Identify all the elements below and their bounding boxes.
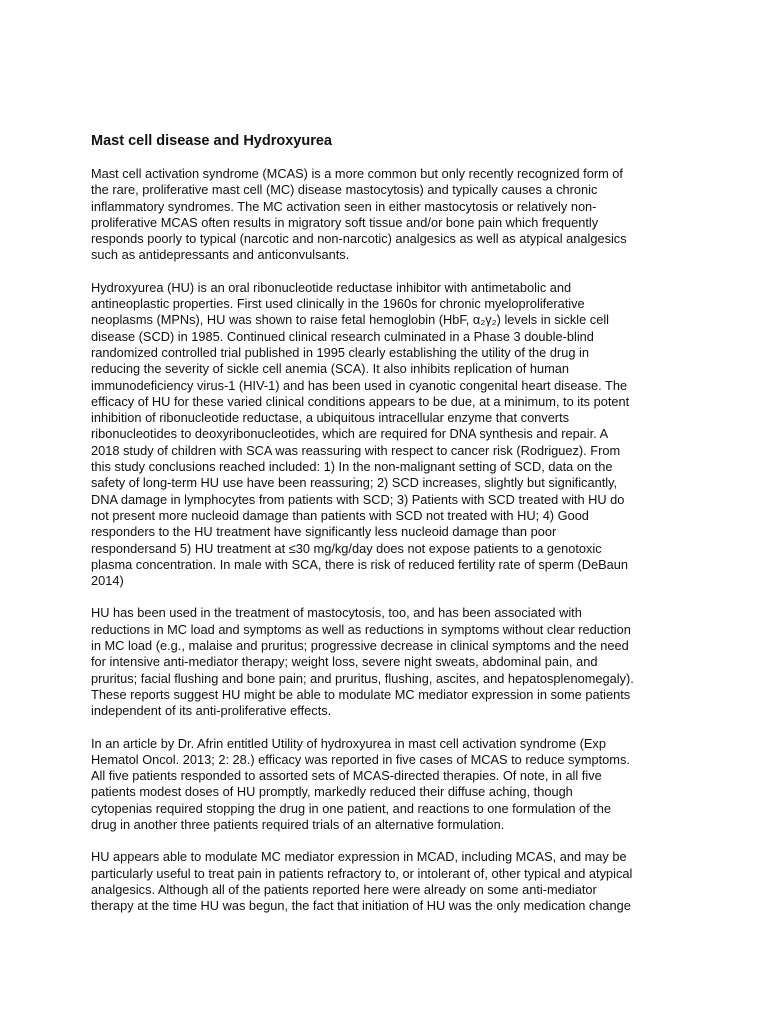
body-paragraph [91, 849, 691, 914]
paragraph-line: plasma concentration. In male with SCA, there is risk of reduced fertility rate of sperm (DeBaun [91, 556, 628, 572]
paragraph-line: the rare, proliferative mast cell (MC) disease mastocytosis) and typically causes a chronic [91, 182, 598, 198]
body-paragraph [91, 280, 691, 590]
paragraph-line: All five patients responded to assorted sets of MCAS-directed therapies. Of note, in all five [91, 768, 602, 784]
paragraph-line: respondersand 5) HU treatment at ≤30 mg/kg/day does not expose patients to a genotoxic [91, 540, 602, 556]
paragraph-line: particularly useful to treat pain in patients refractory to, or intolerant of, other typical and atypical [91, 865, 633, 881]
paragraph-line: antineoplastic properties. First used clinically in the 1960s for chronic myeloproliferative [91, 296, 585, 312]
paragraph-line: analgesics. Although all of the patients reported here were already on some anti-mediator [91, 881, 597, 897]
body-paragraph [91, 605, 691, 719]
paragraph-line: safety of long-term HU use have been reassuring; 2) SCD increases, slightly but significantly, [91, 475, 618, 491]
paragraph-line: responds poorly to typical (narcotic and non-narcotic) analgesics as well as atypical analgesics [91, 231, 627, 247]
body-paragraph [91, 736, 691, 834]
document-body [91, 133, 691, 930]
paragraph-line: responders to the HU treatment have significantly less nucleoid damage than poor [91, 524, 557, 540]
paragraph-line: inflammatory syndromes. The MC activation seen in either mastocytosis or relatively non- [91, 198, 597, 214]
paragraph-line: efficacy of HU for these varied clinical conditions appears to be due, at a minimum, to its potent [91, 393, 630, 409]
paragraph-line: Hydroxyurea (HU) is an oral ribonucleotide reductase inhibitor with antimetabolic and [91, 279, 572, 295]
paragraph-line: such as antidepressants and anticonvulsants. [91, 247, 350, 263]
paragraph-line: this study conclusions reached included: 1) In the non-malignant setting of SCD, data on the [91, 459, 613, 475]
body-paragraph [91, 166, 691, 264]
paragraph-line: reductions in MC load and symptoms as well as reductions in symptoms without clear reduction [91, 621, 631, 637]
paragraph-line: inhibition of ribonucleotide reductase, a ubiquitous intracellular enzyme that converts [91, 410, 570, 426]
paragraph-line: HU appears able to modulate MC mediator expression in MCAD, including MCAS, and may be [91, 849, 627, 865]
paragraph-line: cytopenias required stopping the drug in one patient, and reactions to one formulation of the [91, 800, 612, 816]
paragraph-line: 2014) [91, 573, 124, 589]
paragraph-line: patients modest doses of HU promptly, markedly reduced their diffuse aching, though [91, 784, 573, 800]
paragraph-line: not present more nucleoid damage than patients with SCD not treated with HU; 4) Good [91, 507, 589, 523]
document-title: Mast cell disease and Hydroxyurea [91, 133, 332, 149]
paragraph-line: for intensive anti-mediator therapy; weight loss, severe night sweats, abdominal pain, and [91, 654, 598, 670]
paragraph-container [91, 166, 691, 914]
paragraph-line: disease (SCD) in 1985. Continued clinical research culminated in a Phase 3 double-blind [91, 328, 594, 344]
paragraph-line: immunodeficiency virus-1 (HIV-1) and has been used in cyanotic congenital heart disease. The [91, 377, 628, 393]
paragraph-line: drug in another three patients required trials of an alternative formulation. [91, 816, 505, 832]
paragraph-line: pruritus; facial flushing and bone pain; and pruritus, flushing, ascites, and hepatosplenomegaly). [91, 670, 634, 686]
paragraph-line: Hematol Oncol. 2013; 2: 28.) efficacy was reported in five cases of MCAS to reduce symptoms. [91, 751, 630, 767]
paragraph-line: proliferative MCAS often results in migratory soft tissue and/or bone pain which frequently [91, 214, 599, 230]
paragraph-line: randomized controlled trial published in 1995 clearly establishing the utility of the drug in [91, 344, 589, 360]
paragraph-line: In an article by Dr. Afrin entitled Utility of hydroxyurea in mast cell activation syndrome (Exp [91, 735, 606, 751]
paragraph-line: ribonucleotides to deoxyribonucleotides, which are required for DNA synthesis and repair. A [91, 426, 609, 442]
paragraph-line: in MC load (e.g., malaise and pruritus; progressive decrease in clinical symptoms and the need [91, 638, 629, 654]
paragraph-line: neoplasms (MPNs), HU was shown to raise fetal hemoglobin (HbF, α₂γ₂) levels in sickle cell [91, 312, 610, 328]
paragraph-line: independent of its anti-proliferative effects. [91, 703, 332, 719]
paragraph-line: therapy at the time HU was begun, the fact that initiation of HU was the only medication change [91, 898, 631, 914]
paragraph-line: reducing the severity of sickle cell anemia (SCA). It also inhibits replication of human [91, 361, 569, 377]
paragraph-line: DNA damage in lymphocytes from patients with SCD; 3) Patients with SCD treated with HU do [91, 491, 625, 507]
paragraph-line: These reports suggest HU might be able to modulate MC mediator expression in some patients [91, 686, 631, 702]
paragraph-line: 2018 study of children with SCA was reassuring with respect to cancer risk (Rodriguez). From [91, 442, 621, 458]
paragraph-line: HU has been used in the treatment of mastocytosis, too, and has been associated with [91, 605, 582, 621]
paragraph-line: Mast cell activation syndrome (MCAS) is a more common but only recently recognized form of [91, 166, 623, 181]
